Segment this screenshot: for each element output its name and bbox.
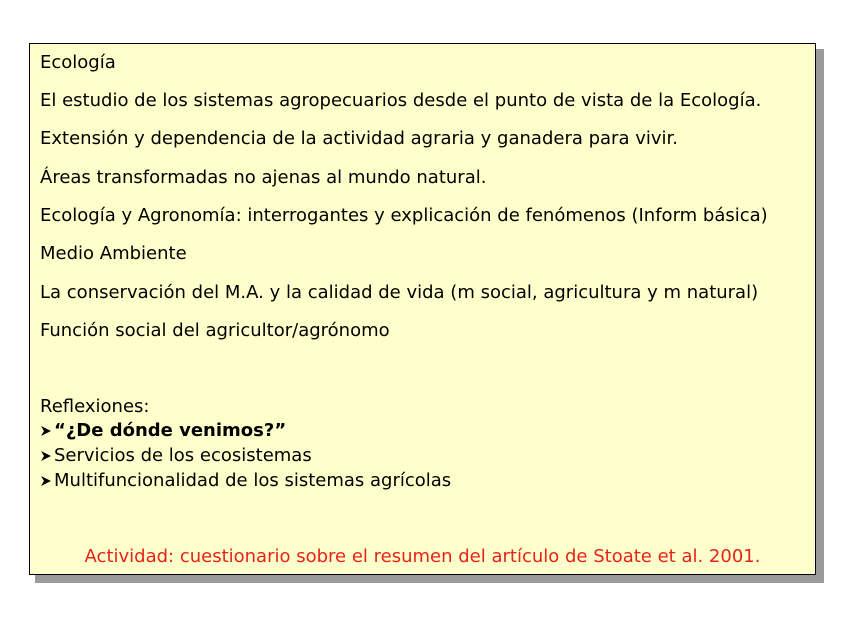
slide-content-box bbox=[29, 43, 816, 575]
line-extension: Extensión y dependencia de la actividad agraria y ganadera para vivir. bbox=[40, 128, 678, 149]
line-funcion-social: Función social del agricultor/agrónomo bbox=[40, 320, 390, 341]
line-ecologia: Ecología bbox=[40, 52, 116, 73]
reflexion-item-text: Servicios de los ecosistemas bbox=[54, 445, 312, 466]
line-estudio: El estudio de los sistemas agropecuarios desde el punto de vista de la Ecología. bbox=[40, 90, 762, 111]
line-medio-ambiente: Medio Ambiente bbox=[40, 243, 187, 264]
arrowhead-bullet-icon bbox=[40, 445, 54, 467]
reflexiones-heading: Reflexiones: bbox=[40, 396, 150, 417]
reflexion-item bbox=[40, 420, 286, 442]
line-ecologia-agronomia: Ecología y Agronomía: interrogantes y explicación de fenómenos (Inform básica) bbox=[40, 205, 768, 226]
arrowhead-bullet-icon bbox=[40, 470, 54, 492]
reflexion-item-text: “¿De dónde venimos?” bbox=[54, 420, 287, 441]
line-areas: Áreas transformadas no ajenas al mundo natural. bbox=[40, 167, 487, 188]
arrowhead-bullet-icon bbox=[40, 420, 54, 442]
reflexion-item-text: Multifuncionalidad de los sistemas agrícolas bbox=[54, 470, 452, 491]
reflexion-item bbox=[40, 445, 312, 467]
activity-note: Actividad: cuestionario sobre el resumen del artículo de Stoate et al. 2001. bbox=[84, 546, 761, 567]
line-conservacion: La conservación del M.A. y la calidad de vida (m social, agricultura y m natural) bbox=[40, 282, 759, 303]
reflexion-item bbox=[40, 470, 451, 492]
